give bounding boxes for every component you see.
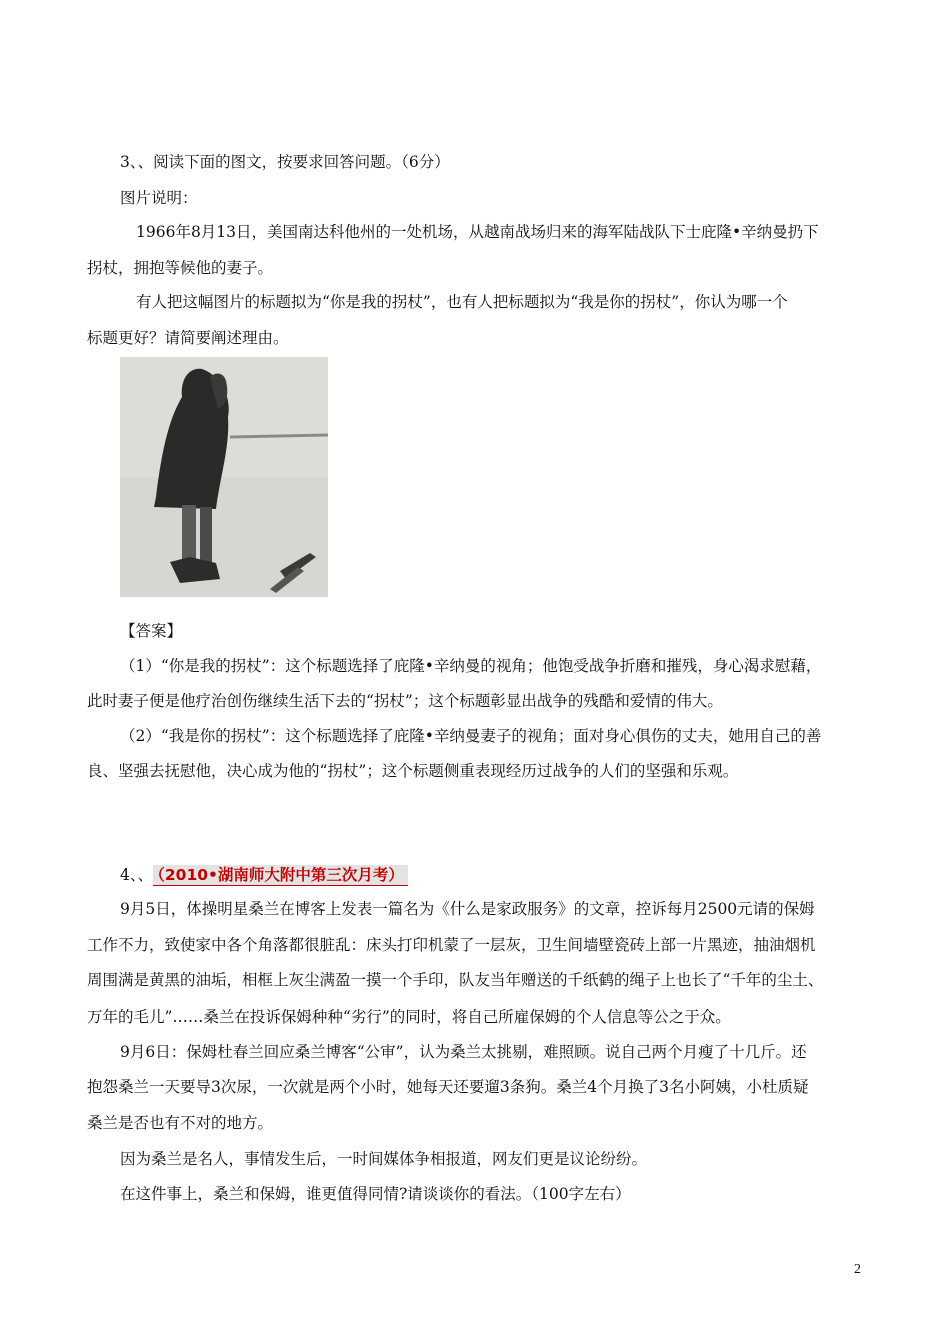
q4-heading bbox=[120, 863, 408, 885]
q4-para1-line-1: 9月5日，体操明星桑兰在博客上发表一篇名为《什么是家政服务》的文章，控诉每月2500元请的保姆 bbox=[120, 900, 815, 918]
q4-para1-line-3: 周围满是黄黑的油垢，相框上灰尘满盈一摸一个手印，队友当年赠送的千纸鹤的绳子上也长了“千年的尘土、 bbox=[87, 971, 824, 989]
q4-para1-line-4: 万年的毛儿”……桑兰在投诉保姆种种“劣行”的同时，将自己所雇保姆的个人信息等公之于众。 bbox=[87, 1008, 731, 1026]
question-line-1: 有人把这幅图片的标题拟为“你是我的拐杖”，也有人把标题拟为“我是你的拐杖”，你认为哪一个 bbox=[136, 293, 788, 311]
q4-para4: 在这件事上，桑兰和保姆，谁更值得同情?请谈谈你的看法。（100字左右） bbox=[120, 1185, 631, 1203]
q4-para3: 因为桑兰是名人，事情发生后，一时间媒体争相报道，网友们更是议论纷纷。 bbox=[120, 1150, 648, 1168]
page-number: 2 bbox=[854, 1262, 861, 1277]
answer-1-line-2: 此时妻子便是他疗治创伤继续生活下去的“拐杖”；这个标题彰显出战争的残酷和爱情的伟大。 bbox=[87, 692, 723, 710]
answer-label: 【答案】 bbox=[120, 622, 183, 640]
question-line-2: 标题更好？请简要阐述理由。 bbox=[87, 329, 289, 347]
caption-label: 图片说明： bbox=[120, 189, 198, 207]
q4-source-highlight: （2010•湖南师大附中第三次月考） bbox=[153, 865, 408, 886]
answer-2-line-1: （2）“我是你的拐杖”：这个标题选择了庇隆•辛纳曼妻子的视角；面对身心俱伤的丈夫，她用自己的善 bbox=[120, 727, 822, 745]
caption-line-1: 1966年8月13日，美国南达科他州的一处机场，从越南战场归来的海军陆战队下士庇隆•辛纳曼扔下 bbox=[136, 223, 819, 241]
answer-1-line-1: （1）“你是我的拐杖”：这个标题选择了庇隆•辛纳曼的视角；他饱受战争折磨和摧残，身心渴求慰藉， bbox=[120, 657, 822, 675]
q4-prefix: 4、、 bbox=[120, 866, 154, 884]
q4-para2-line-3: 桑兰是否也有不对的地方。 bbox=[87, 1114, 274, 1132]
q4-para2-line-1: 9月6日：保姆杜春兰回应桑兰博客“公审”，认为桑兰太挑剔，难照顾。说自己两个月瘦了十几斤。还 bbox=[120, 1043, 807, 1061]
answer-2-line-2: 良、坚强去抚慰他，决心成为他的“拐杖”；这个标题侧重表现经历过战争的人们的坚强和乐观。 bbox=[87, 762, 739, 780]
q3-title: 3、、阅读下面的图文，按要求回答问题。（6分） bbox=[120, 153, 450, 171]
q4-para2-line-2: 抱怨桑兰一天要导3次尿，一次就是两个小时，她每天还要遛3条狗。桑兰4个月换了3名小阿姨，小杜质疑 bbox=[87, 1078, 809, 1096]
caption-line-2: 拐杖，拥抱等候他的妻子。 bbox=[87, 259, 274, 277]
q4-para1-line-2: 工作不力，致使家中各个角落都很脏乱：床头打印机蒙了一层灰，卫生间墙壁瓷砖上部一片黑迹，抽油烟机 bbox=[87, 936, 816, 954]
embrace-photo bbox=[120, 357, 328, 597]
